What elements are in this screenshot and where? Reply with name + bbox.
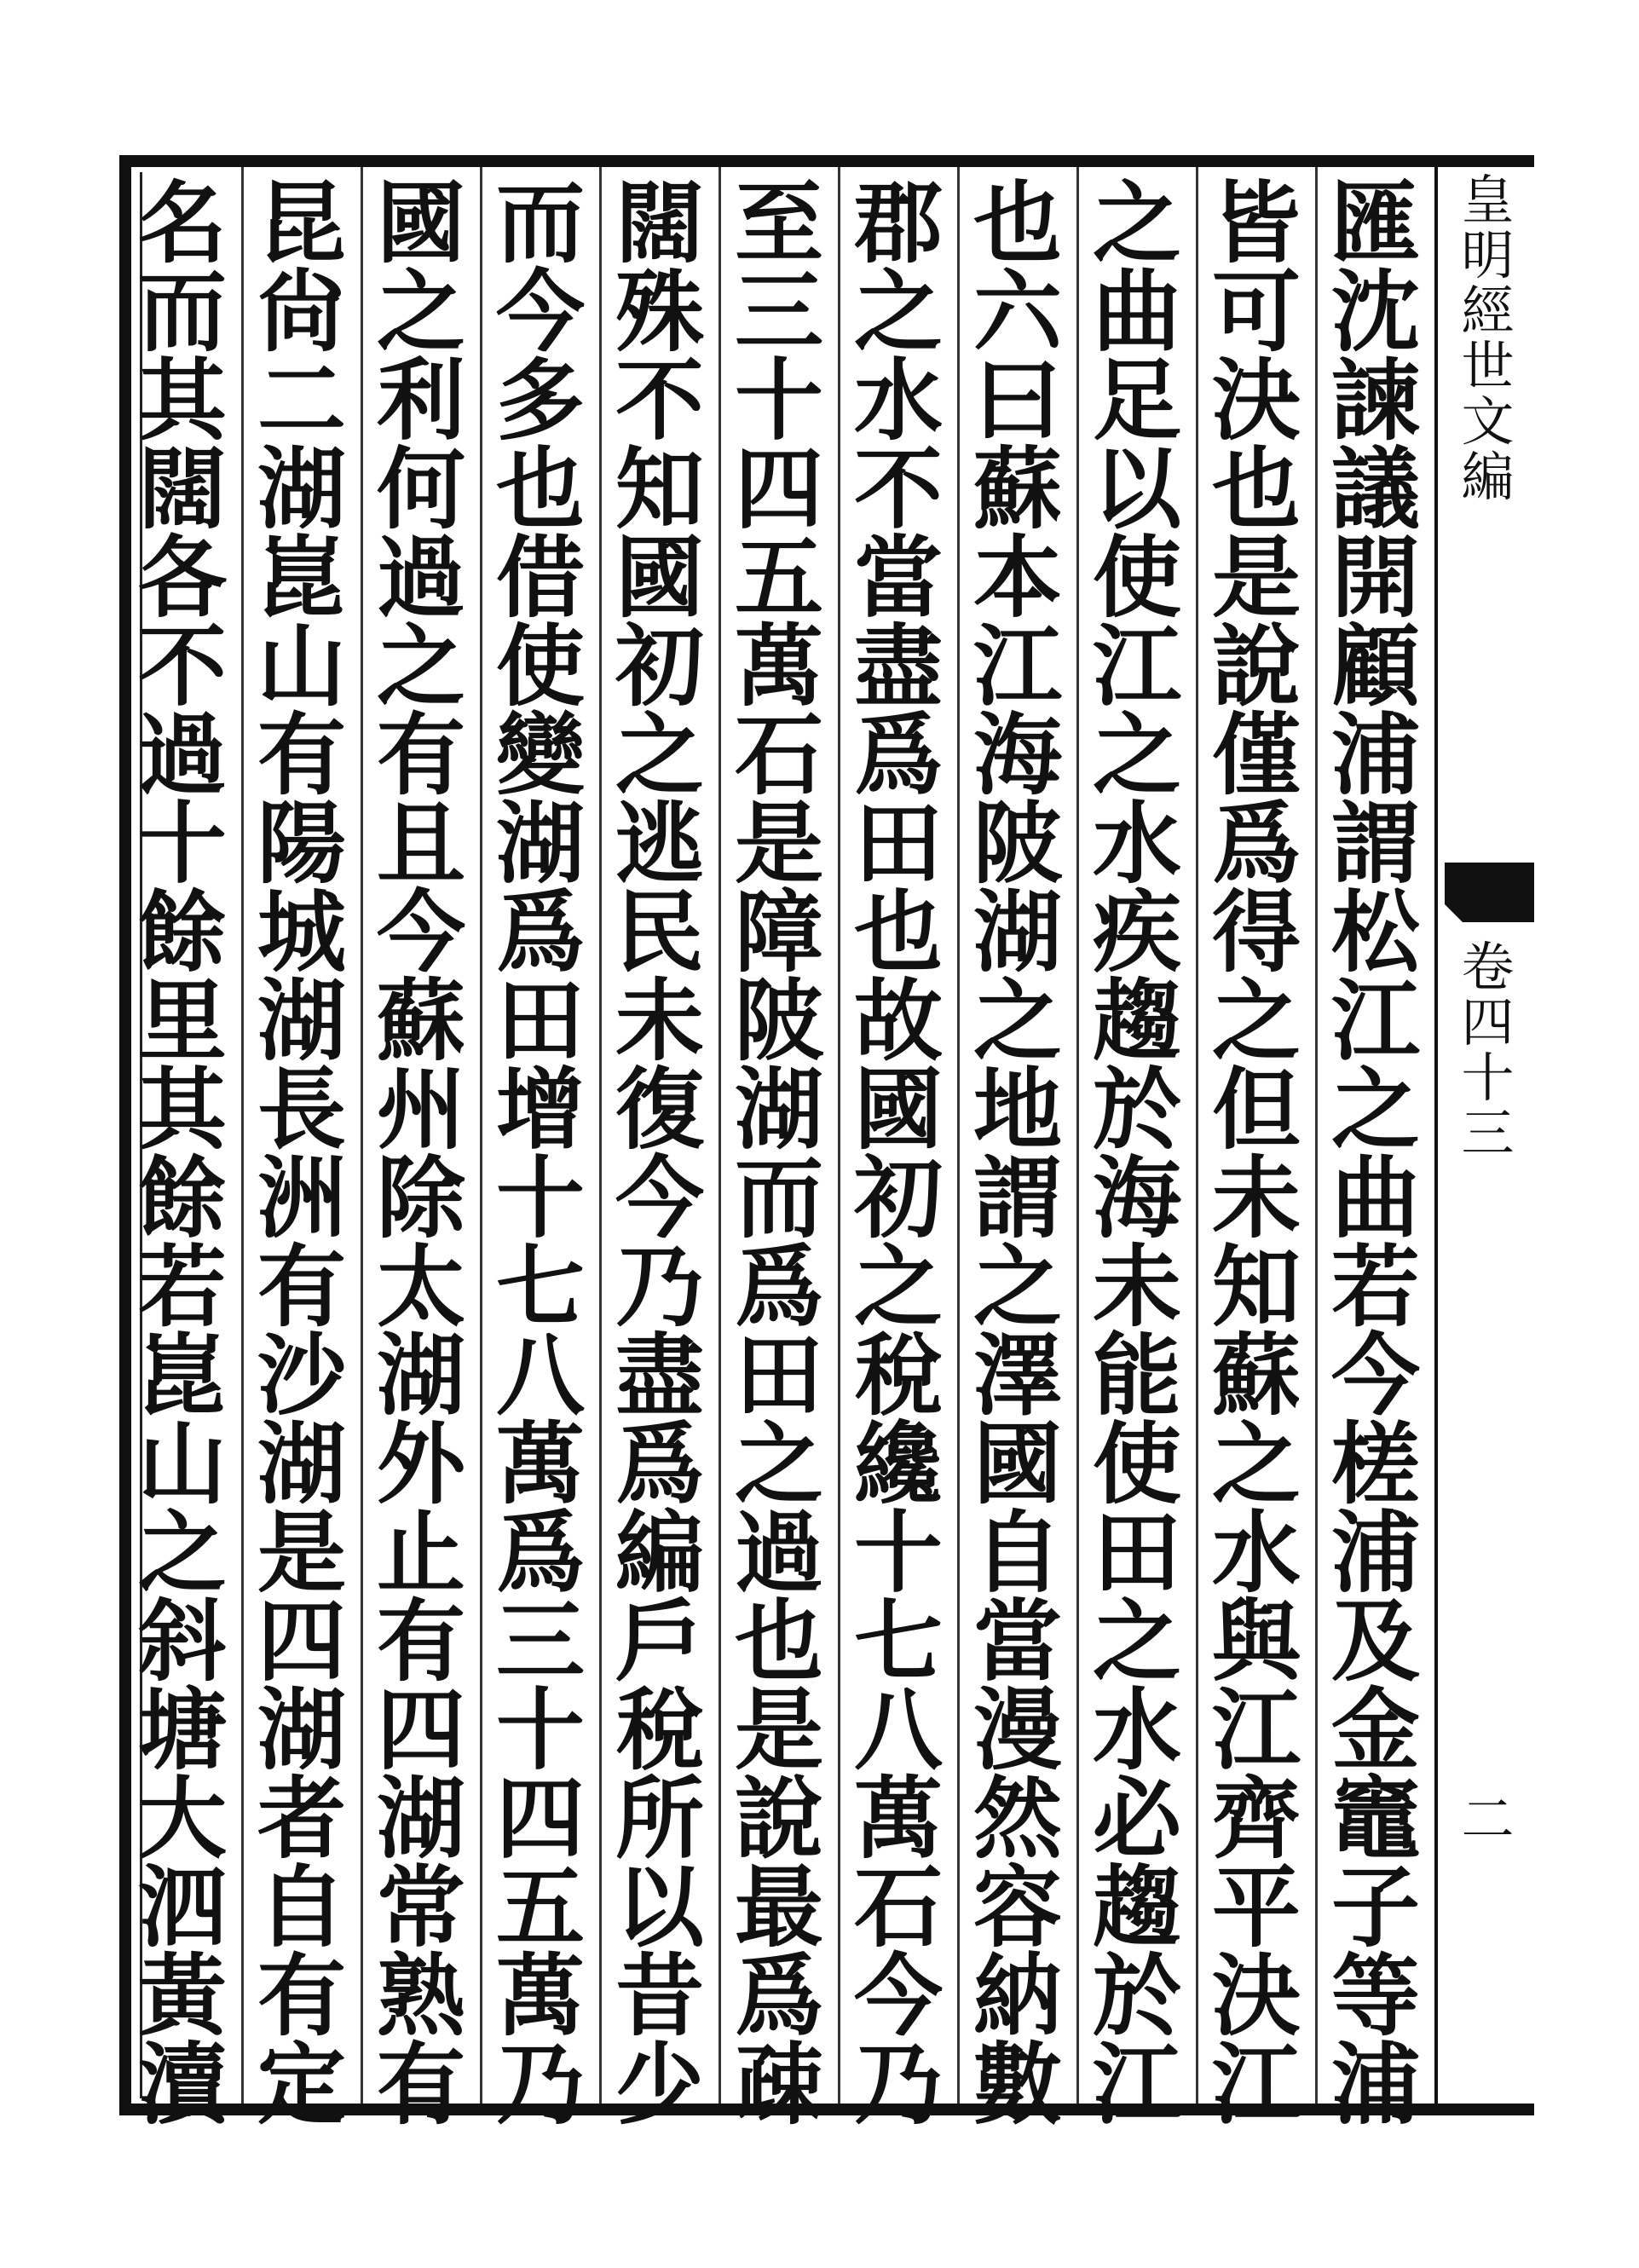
character: 郡 [853,170,943,275]
character: 但 [1211,1057,1301,1162]
character: 過 [734,1500,823,1605]
character: 八 [495,1323,585,1428]
character: 何 [376,436,465,541]
character: 黃 [137,1943,227,2048]
character: 不 [615,348,704,453]
character: 名 [137,170,227,275]
character: 知 [615,436,704,541]
character: 四 [495,1766,585,1871]
character: 七 [853,1589,943,1694]
character: 殊 [615,259,704,364]
character: 卷 [1461,936,1515,998]
character: 以 [1092,436,1181,541]
character: 可 [1211,259,1301,364]
character: 盡 [853,614,943,718]
character: 自 [972,1500,1062,1605]
character: 萬 [853,1766,943,1871]
character: 必 [1092,1766,1181,1871]
character: 今 [615,1146,704,1250]
character: 泗 [137,1855,227,1959]
character: 定 [257,2032,346,2137]
character: 有 [257,1234,346,1339]
character: 纔 [853,1411,943,1516]
character: 陂 [734,968,823,1073]
character: 江 [1211,1677,1301,1782]
character: 經 [1461,280,1515,343]
character: 說 [1211,614,1301,718]
character: 議 [1330,436,1420,541]
character: 趨 [1092,1855,1181,1959]
character: 少 [615,2032,704,2137]
character: 明 [1461,224,1515,287]
column-rule [1196,167,1198,2104]
character: 各 [137,525,227,630]
character: 蘇 [972,436,1062,541]
character: 四 [734,436,823,541]
character: 曲 [1092,259,1181,364]
character: 之 [972,968,1062,1073]
column-rule [1315,167,1318,2104]
character: 沙 [257,1323,346,1428]
character: 及 [1330,1589,1420,1694]
character: 之 [376,614,465,718]
character: 十 [853,1500,943,1605]
character: 昔 [615,1943,704,2048]
column-rule [957,167,960,2104]
character: 曰 [972,348,1062,453]
character: 闊 [615,170,704,275]
character: 湖 [734,1057,823,1162]
character: 未 [1211,1146,1301,1250]
character: 也 [972,170,1062,275]
character: 是 [734,791,823,896]
character: 爲 [853,702,943,807]
character: 而 [137,259,227,364]
character: 也 [734,1589,823,1694]
character: 也 [495,436,585,541]
character: 之 [1092,170,1181,275]
block-center [1434,155,1534,2115]
character: 地 [972,1057,1062,1162]
banxin-juan [1438,936,1538,1165]
character: 槎 [1330,1411,1420,1516]
column-rule [480,167,482,2104]
character: 漫 [972,1677,1062,1782]
character: 江 [1211,2032,1301,2137]
text-column-6 [722,170,836,2137]
character: 石 [734,702,823,807]
character: 復 [615,1057,704,1162]
character: 足 [1092,348,1181,453]
character: 爲 [734,1234,823,1339]
character: 松 [1330,880,1420,984]
character: 爲 [734,1943,823,2048]
character: 四 [1461,991,1515,1054]
character: 之 [1092,702,1181,807]
character: 是 [734,1677,823,1782]
character: 等 [1330,1943,1420,2048]
character: 湖 [376,1766,465,1871]
character: 湖 [257,436,346,541]
character: 民 [615,880,704,984]
character: 之 [972,1234,1062,1339]
character: 崑 [257,525,346,630]
character: 二 [1461,1788,1515,1850]
character: 水 [1092,791,1181,896]
character: 當 [972,1589,1062,1694]
character: 洲 [257,1146,346,1250]
character: 州 [376,1057,465,1162]
character: 世 [1461,335,1515,398]
text-column-3 [1080,170,1194,2137]
character: 是 [257,1500,346,1605]
character: 最 [734,1855,823,1959]
character: 斜 [137,1589,227,1694]
character: 未 [615,968,704,1073]
character: 多 [495,348,585,453]
character: 變 [495,702,585,807]
character: 疾 [1092,880,1181,984]
character: 有 [376,702,465,807]
character: 八 [853,1677,943,1782]
character: 湖 [257,968,346,1073]
character: 利 [376,348,465,453]
character: 能 [1092,1323,1181,1428]
character: 國 [972,1411,1062,1516]
character: 之 [376,259,465,364]
character: 之 [1330,1057,1420,1162]
character: 過 [376,525,465,630]
character: 止 [376,1500,465,1605]
character: 使 [1092,525,1181,630]
character: 湖 [257,1677,346,1782]
character: 竈 [1330,1766,1420,1871]
character: 盡 [615,1323,704,1428]
character: 五 [495,1855,585,1959]
character: 說 [734,1766,823,1871]
character: 田 [853,791,943,896]
character: 而 [734,1146,823,1250]
character: 也 [853,880,943,984]
character: 十 [137,791,227,896]
character: 今 [495,259,585,364]
character: 除 [376,1146,465,1250]
character: 十 [1461,1047,1515,1110]
column-rule [361,167,363,2104]
character: 石 [853,1855,943,1959]
character: 今 [1330,1323,1420,1428]
character: 二 [257,348,346,453]
character: 城 [257,880,346,984]
character: 初 [853,1146,943,1250]
text-column-11 [125,170,240,2137]
character: 萬 [495,1943,585,2048]
character: 本 [972,525,1062,630]
character: 太 [376,1234,465,1339]
fishtail-mark [1445,863,1534,922]
column-rule [241,167,244,2104]
character: 之 [1211,1411,1301,1516]
character: 陽 [257,791,346,896]
character: 謂 [1330,791,1420,896]
character: 以 [615,1855,704,1959]
character: 田 [495,968,585,1073]
character: 之 [615,702,704,807]
character: 海 [1092,1146,1181,1250]
character: 未 [1092,1234,1181,1339]
character: 十 [734,348,823,453]
character: 常 [376,1855,465,1959]
character: 於 [1092,1943,1181,2048]
character: 浦 [1330,702,1420,807]
character: 當 [853,525,943,630]
character: 之 [734,1411,823,1516]
character: 萬 [734,614,823,718]
character: 崑 [137,1323,227,1428]
character: 得 [1211,880,1301,984]
character: 田 [1092,1500,1181,1605]
character: 稅 [615,1677,704,1782]
character: 乃 [853,2032,943,2137]
character: 三 [734,259,823,364]
character: 瀆 [137,2032,227,2137]
character: 大 [137,1766,227,1871]
character: 開 [1330,525,1420,630]
character: 稅 [853,1323,943,1428]
character: 納 [972,1943,1062,2048]
character: 海 [972,702,1062,807]
character: 有 [257,1943,346,2048]
character: 也 [1211,436,1301,541]
character: 蘇 [1211,1323,1301,1428]
character: 國 [853,1057,943,1162]
character: 若 [137,1234,227,1339]
character: 逃 [615,791,704,896]
character: 借 [495,525,585,630]
character: 江 [972,614,1062,718]
text-column-2 [1199,170,1313,2137]
character: 爲 [495,880,585,984]
character: 浦 [1330,1500,1420,1605]
character: 熟 [376,1943,465,2048]
character: 江 [1092,2032,1181,2137]
column-rule [838,167,840,2104]
character: 過 [137,702,227,807]
character: 齊 [1211,1766,1301,1871]
character: 之 [853,259,943,364]
character: 不 [853,436,943,541]
character: 外 [376,1411,465,1516]
character: 是 [1211,525,1301,630]
banxin-title [1438,169,1538,509]
character: 而 [495,170,585,275]
text-column-8 [483,170,597,2137]
character: 乃 [615,1234,704,1339]
character: 國 [615,525,704,630]
character: 乃 [495,2032,585,2137]
character: 四 [376,1677,465,1782]
character: 戶 [615,1589,704,1694]
character: 七 [495,1234,585,1339]
character: 萬 [495,1411,585,1516]
character: 初 [615,614,704,718]
character: 澤 [972,1323,1062,1428]
character: 湖 [376,1323,465,1428]
character: 所 [615,1766,704,1871]
character: 若 [1330,1234,1420,1339]
character: 容 [972,1855,1062,1959]
character: 有 [257,702,346,807]
character: 十 [495,1146,585,1250]
character: 障 [734,880,823,984]
character: 知 [1211,1234,1301,1339]
character: 與 [1211,1589,1301,1694]
character: 使 [1092,1411,1181,1516]
character: 皇 [1461,169,1515,231]
character: 陂 [972,791,1062,896]
character: 湖 [495,791,585,896]
character: 爲 [615,1411,704,1516]
character: 數 [972,2032,1062,2137]
character: 沈 [1330,259,1420,364]
character: 編 [1461,446,1515,509]
character: 有 [376,1589,465,1694]
character: 至 [734,170,823,275]
character: 平 [1211,1855,1301,1959]
column-rule [719,167,721,2104]
character: 之 [137,1500,227,1605]
character: 其 [137,348,227,453]
character: 六 [972,259,1062,364]
character: 之 [853,1234,943,1339]
character: 有 [376,2032,465,2137]
character: 國 [376,170,465,275]
character: 子 [1330,1855,1420,1959]
character: 餘 [137,880,227,984]
character: 爲 [1211,791,1301,896]
character: 湖 [257,1411,346,1516]
text-column-5 [841,170,955,2137]
character: 不 [137,614,227,718]
character: 三 [495,1589,585,1694]
character: 五 [734,525,823,630]
character: 者 [257,1766,346,1871]
character: 蘇 [376,968,465,1073]
character: 金 [1330,1677,1420,1782]
character: 昆 [257,170,346,275]
character: 趨 [1092,968,1181,1073]
character: 決 [1211,1943,1301,2048]
character: 疎 [734,2032,823,2137]
character: 今 [853,1943,943,2048]
character: 曲 [1330,1146,1420,1250]
character: 之 [1092,1589,1181,1694]
character: 田 [734,1323,823,1428]
character: 四 [257,1589,346,1694]
character: 編 [615,1500,704,1605]
character: 然 [972,1766,1062,1871]
character: 自 [257,1855,346,1959]
character: 其 [137,1057,227,1162]
character: 使 [495,614,585,718]
character: 三 [1461,1102,1515,1165]
character: 之 [1211,968,1301,1073]
character: 塘 [137,1677,227,1782]
character: 水 [853,348,943,453]
character: 里 [137,968,227,1073]
character: 水 [1211,1500,1301,1605]
character: 爲 [495,1500,585,1605]
character: 江 [1092,614,1181,718]
character: 僅 [1211,702,1301,807]
character: 決 [1211,348,1301,453]
character: 文 [1461,390,1515,453]
banxin-page-number [1438,1788,1538,1850]
character: 水 [1092,1677,1181,1782]
character: 於 [1092,1057,1181,1162]
column-rule [1076,167,1079,2104]
character: 匯 [1330,170,1420,275]
character: 湖 [972,880,1062,984]
character: 山 [257,614,346,718]
text-column-1 [1319,170,1433,2137]
character: 浦 [1330,2032,1420,2137]
text-column-7 [603,170,717,2137]
text-column-4 [961,170,1075,2137]
text-column-9 [364,170,478,2137]
text-column-10 [245,170,359,2137]
character: 尙 [257,259,346,364]
character: 山 [137,1411,227,1516]
character: 長 [257,1057,346,1162]
character: 謂 [972,1146,1062,1250]
character: 皆 [1211,170,1301,275]
character: 餘 [137,1146,227,1250]
character: 故 [853,968,943,1073]
character: 闊 [137,436,227,541]
character: 江 [1330,968,1420,1073]
character: 今 [376,880,465,984]
character: 增 [495,1057,585,1162]
character: 且 [376,791,465,896]
character: 諫 [1330,348,1420,453]
character: 十 [495,1677,585,1782]
character: 顧 [1330,614,1420,718]
column-rule [599,167,602,2104]
